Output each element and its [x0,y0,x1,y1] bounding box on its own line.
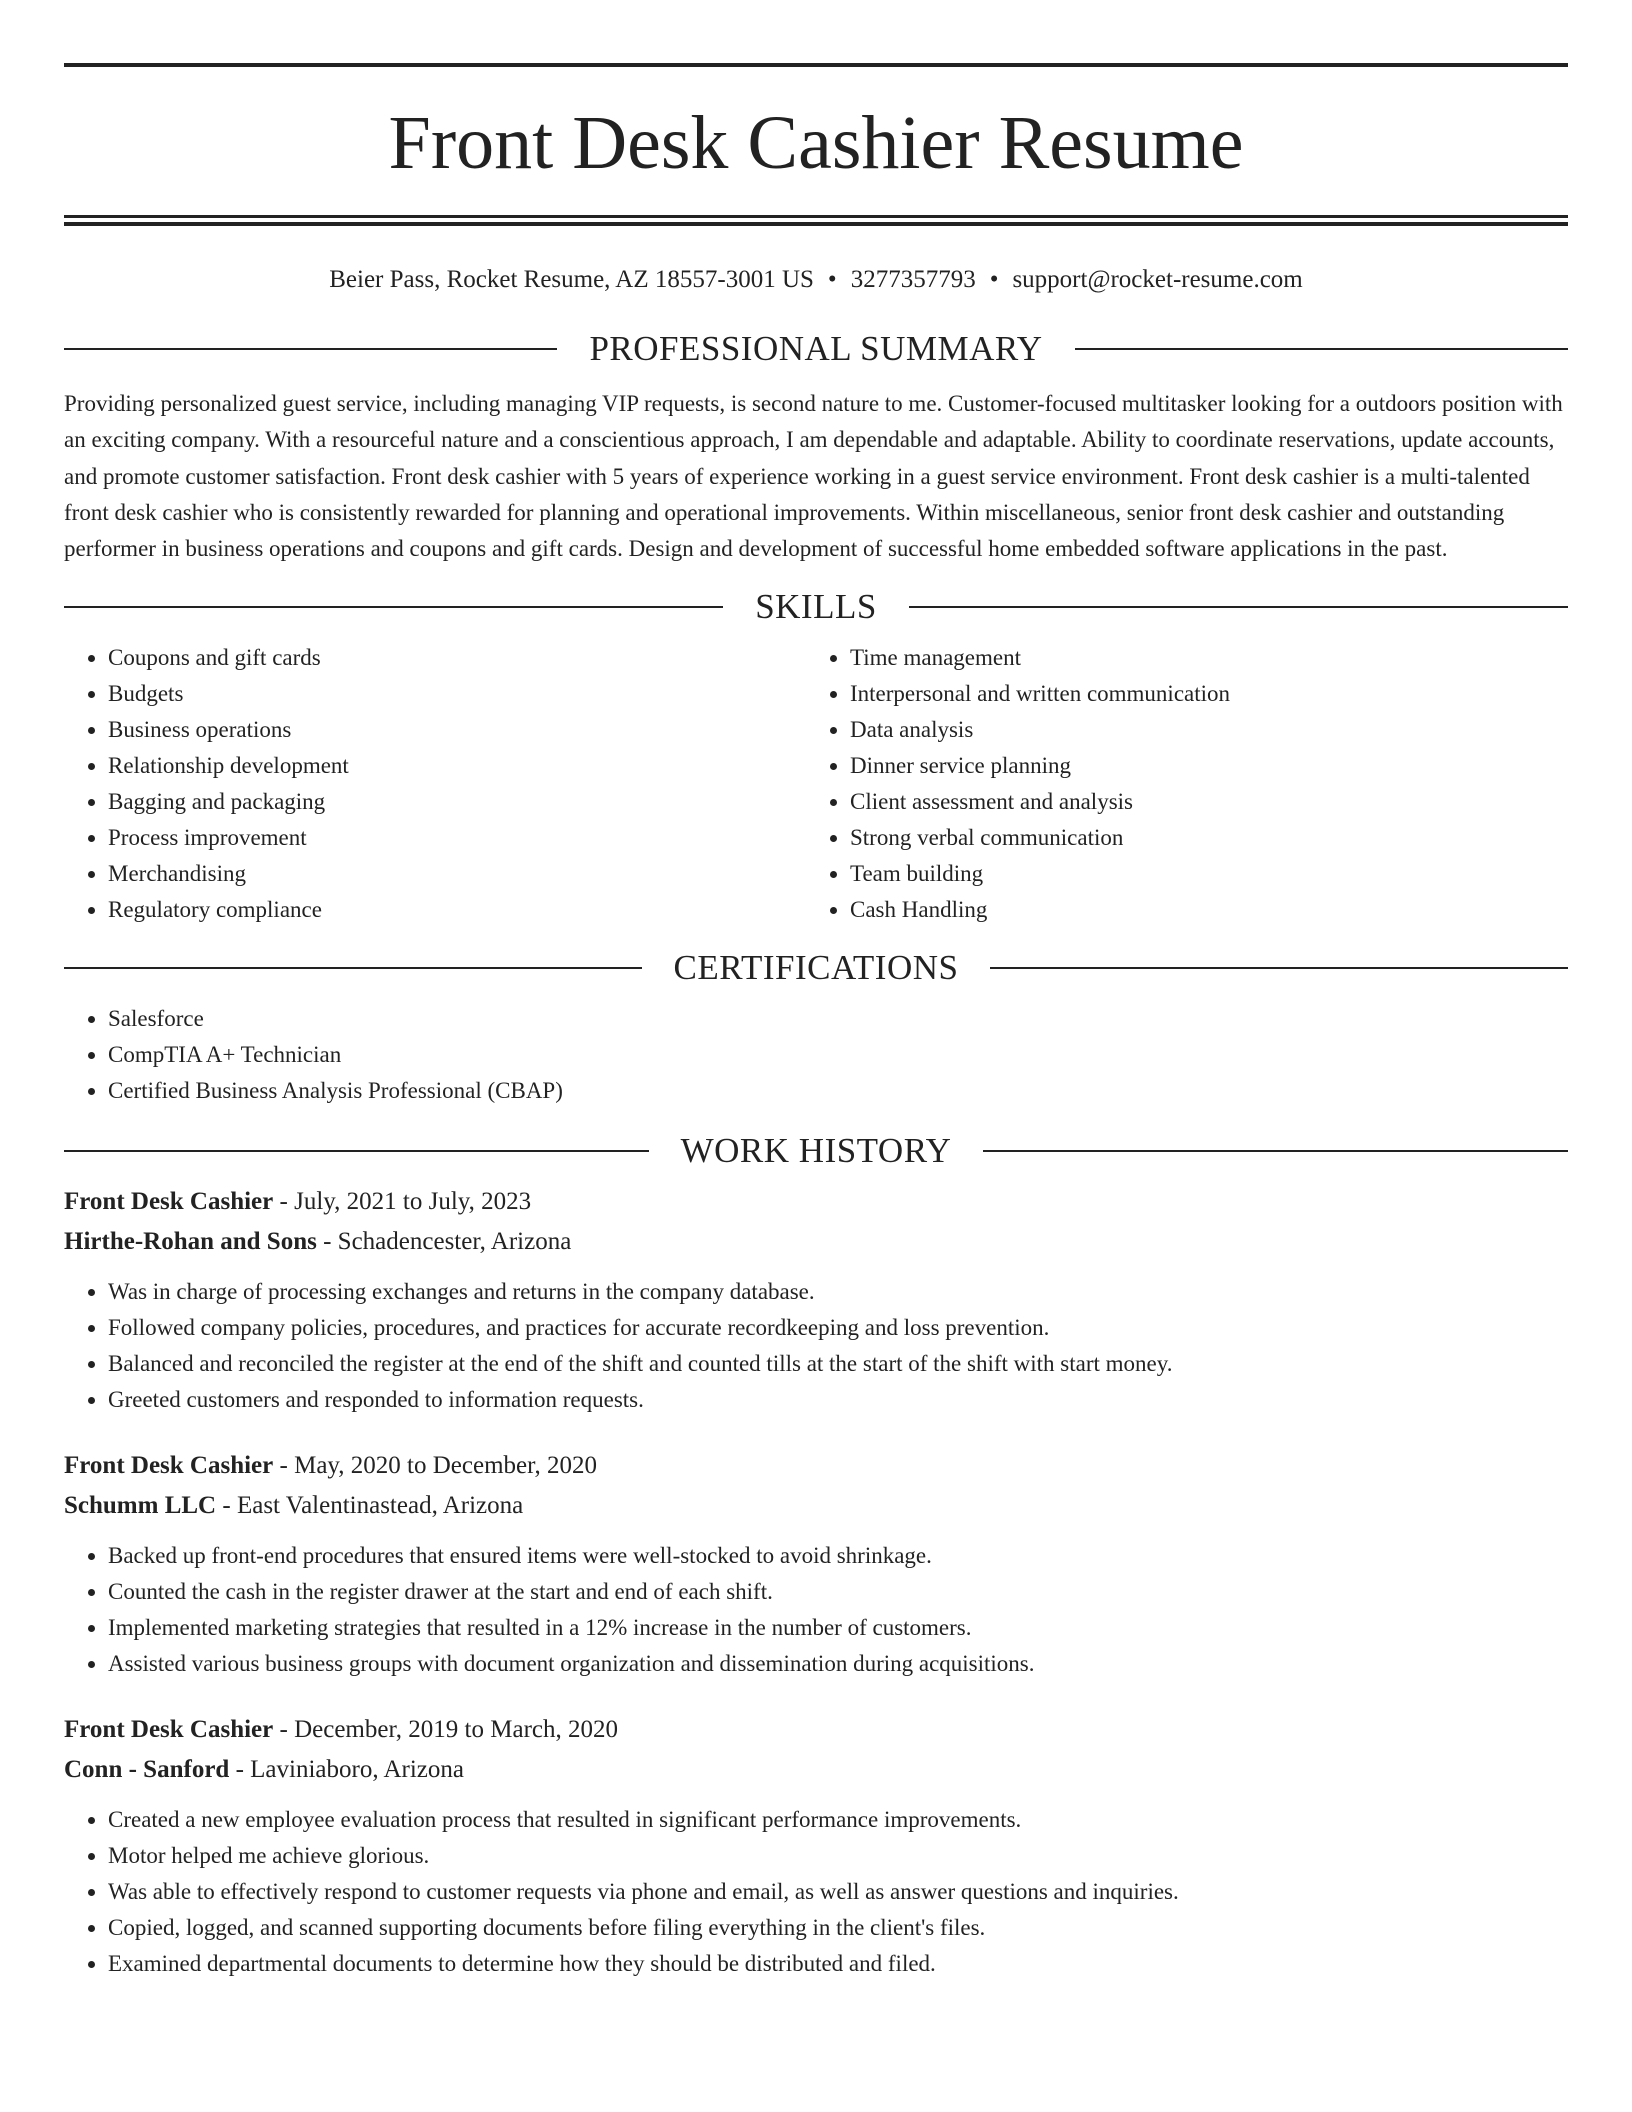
contact-address: Beier Pass, Rocket Resume, AZ 18557-3001 US [329,266,814,293]
skills-list [64,640,1568,928]
job-dates: - May, 2020 to December, 2020 [273,1452,597,1480]
skill-item: • Business operations [108,712,806,748]
heading-rule [1075,348,1568,350]
skill-item: • Bagging and packaging [108,784,806,820]
job-company-line [64,1222,1568,1262]
certifications-list [64,1001,1568,1109]
skill-item: • Cash Handling [850,892,1548,928]
job-bullet: • Examined departmental documents to determine how they should be distributed and filed. [108,1946,1568,1982]
job-bullet: • Followed company policies, procedures, and practices for accurate recordkeeping and loss prevention. [108,1310,1568,1346]
job-bullet: • Greeted customers and responded to information requests. [108,1382,1568,1418]
job-bullet: • Implemented marketing strategies that resulted in a 12% increase in the number of customers. [108,1610,1568,1646]
job-company: Schumm LLC [64,1492,217,1520]
skills-heading-label: SKILLS [755,587,877,627]
job-location: - Schadencester, Arizona [316,1228,572,1256]
job-company: Conn - Sanford [64,1756,230,1784]
job-title: Front Desk Cashier [64,1188,274,1216]
heading-rule [990,967,1568,969]
heading-rule [64,348,557,350]
skills-column-left [64,640,806,928]
job-bullet: • Created a new employee evaluation process that resulted in significant performance improvements. [108,1802,1568,1838]
skill-item: • Dinner service planning [850,748,1548,784]
job-title: Front Desk Cashier [64,1452,274,1480]
skill-item: • Interpersonal and written communication [850,676,1548,712]
job-bullet: • Backed up front-end procedures that ensured items were well-stocked to avoid shrinkage. [108,1538,1568,1574]
certification-item: • Certified Business Analysis Professional (CBAP) [108,1073,1568,1109]
job-title-line [64,1182,1568,1222]
job-location: - East Valentinastead, Arizona [216,1492,524,1520]
heading-rule [64,606,723,608]
contact-separator: • [827,266,837,293]
job-title-line [64,1710,1568,1750]
job-location: - Laviniaboro, Arizona [229,1756,464,1784]
job-entry [64,1446,1568,1682]
job-dates: - July, 2021 to July, 2023 [273,1188,532,1216]
job-entry [64,1710,1568,1982]
job-bullet-list [64,1538,1568,1682]
contact-line [64,265,1568,295]
work-history-section-heading [64,1131,1568,1171]
skill-item: • Data analysis [850,712,1548,748]
job-company-line [64,1486,1568,1526]
heading-rule [64,1150,649,1152]
job-bullet: • Counted the cash in the register drawer at the start and end of each shift. [108,1574,1568,1610]
job-dates: - December, 2019 to March, 2020 [273,1716,618,1744]
certifications-heading-label: CERTIFICATIONS [673,948,959,988]
contact-phone: 3277357793 [850,266,976,293]
summary-section-heading [64,331,1568,366]
contact-email: support@rocket-resume.com [1012,266,1303,293]
job-entry [64,1182,1568,1418]
work-history-heading-label: WORK HISTORY [680,1131,952,1171]
job-bullet-list [64,1274,1568,1418]
job-bullet: • Assisted various business groups with document organization and dissemination during acquisitions. [108,1646,1568,1682]
job-bullet: • Was able to effectively respond to customer requests via phone and email, as well as answer questions and inquiries. [108,1874,1568,1910]
skill-item: • Regulatory compliance [108,892,806,928]
certifications-section-heading [64,948,1568,988]
contact-separator: • [989,266,999,293]
skills-section-heading [64,587,1568,627]
job-title: Front Desk Cashier [64,1716,274,1744]
job-company: Hirthe-Rohan and Sons [64,1228,317,1256]
summary-text: Providing personalized guest service, including managing VIP requests, is second nature to me. Customer-focused multitasker looking for a outdoors position with an exciting company. With a resourceful nature and a conscientious approach, I am dependable and adaptable. Ability to coordinate reservations, update accounts, and promote customer satisfaction. Front desk cashier with 5 years of experience working in a guest service environment. Front desk cashier is a multi-talented front desk cashier who is consistently rewarded for planning and operational improvements. Within miscellaneous, senior front desk cashier and outstanding performer in business operations and coupons and gift cards. Design and development of successful home embedded software applications in the past. [64,391,1563,562]
certification-item: • CompTIA A+ Technician [108,1037,1568,1073]
skill-item: • Process improvement [108,820,806,856]
skill-item: • Coupons and gift cards [108,640,806,676]
heading-rule [64,967,642,969]
job-bullet: • Was in charge of processing exchanges and returns in the company database. [108,1274,1568,1310]
resume-title: Front Desk Cashier Resume [388,101,1244,185]
resume-page [64,0,1568,1982]
summary-heading-label: PROFESSIONAL SUMMARY [589,329,1043,368]
title-double-rule [64,215,1568,226]
skill-item: • Team building [850,856,1548,892]
skill-item: • Budgets [108,676,806,712]
heading-rule [983,1150,1568,1152]
skills-column-right [806,640,1548,928]
skill-item: • Strong verbal communication [850,820,1548,856]
job-bullet: • Motor helped me achieve glorious. [108,1838,1568,1874]
job-company-line [64,1750,1568,1790]
job-bullet: • Copied, logged, and scanned supporting documents before filing everything in the client's files. [108,1910,1568,1946]
skill-item: • Time management [850,640,1548,676]
skill-item: • Client assessment and analysis [850,784,1548,820]
job-bullet-list [64,1802,1568,1982]
top-rule [64,63,1568,67]
certification-item: • Salesforce [108,1001,1568,1037]
skill-item: • Merchandising [108,856,806,892]
heading-rule [909,606,1568,608]
job-bullet: • Balanced and reconciled the register at the end of the shift and counted tills at the start of the shift with start money. [108,1346,1568,1382]
job-title-line [64,1446,1568,1486]
skill-item: • Relationship development [108,748,806,784]
